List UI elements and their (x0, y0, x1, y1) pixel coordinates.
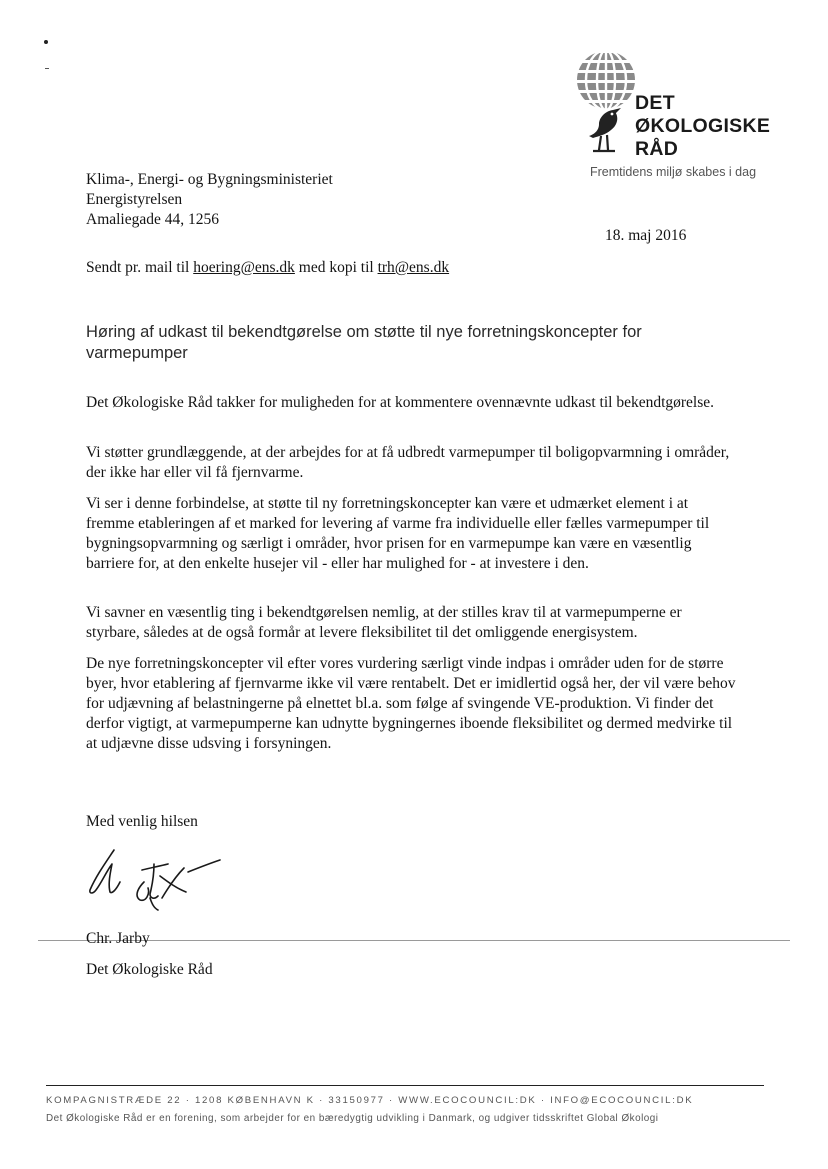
sent-prefix: Sendt pr. mail til (86, 259, 194, 276)
footer-divider (46, 1085, 764, 1086)
handwritten-signature (84, 842, 229, 922)
logo-line-2: ØKOLOGISKE (635, 115, 771, 137)
letter-subject: Høring af udkast til bekendtgørelse om støtte til nye forretningskoncepter for varmepumper (86, 323, 642, 362)
email-link-trh[interactable]: trh@ens.dk (377, 259, 450, 276)
recipient-line-3: Amaliegade 44, 1256 (86, 211, 220, 228)
footer-contact-line: KOMPAGNISTRÆDE 22 · 1208 KØBENHAVN K · 33150977 · WWW.ECOCOUNCIL:DK · INFO@ECOCOUNCIL:DK (46, 1095, 694, 1106)
letter-date: 18. maj 2016 (605, 227, 687, 244)
body-paragraph: De nye forretningskoncepter vil efter vores vurdering særligt vinde indpas i områder uden for de større byer, hvor etablering af fjernvarme ikke vil være rentabelt. Det er imidlertid også her, der vil være behov for udjævning af belastningerne på elnettet bl.a. som følge af svingende VE-produktion. Vi finder det derfor vigtigt, at varmepumperne kan udnytte bygningernes iboende fleksibilitet og dermed medvirke til at udjævne disse udsving i forsyningen. (86, 655, 736, 752)
sent-middle: med kopi til (294, 259, 378, 276)
recipient-address (86, 170, 486, 230)
footer-description-line: Det Økologiske Råd er en forening, som arbejder for en bæredygtig udvikling i Danmark, og udgiver tidsskriftet Global Økologi (46, 1113, 659, 1124)
body-paragraph: Det Økologiske Råd takker for muligheden for at kommentere ovennævnte udkast til bekendtgørelse. (86, 394, 715, 411)
email-link-hoering[interactable]: hoering@ens.dk (193, 259, 295, 276)
scan-mark (44, 40, 48, 44)
recipient-line-2: Energistyrelsen (86, 191, 183, 208)
body-paragraph: Vi støtter grundlæggende, at der arbejdes for at få udbredt varmepumper til boligopvarmning i områder, der ikke har eller vil få fjernvarme. (86, 444, 730, 481)
logo-line-1: DET (635, 92, 675, 114)
logo-tagline: Fremtidens miljø skabes i dag (590, 165, 757, 179)
globe-bird-logo-icon (575, 50, 637, 162)
signer-organization: Det Økologiske Råd (86, 961, 213, 978)
body-paragraph: Vi savner en væsentlig ting i bekendtgørelsen nemlig, at der stilles krav til at varmepumperne er styrbare, således at de også formår at levere fleksibilitet til det omliggende energisystem. (86, 604, 682, 641)
recipient-line-1: Klima-, Energi- og Bygningsministeriet (86, 171, 333, 188)
logo-wordmark (635, 92, 795, 161)
closing-greeting: Med venlig hilsen (86, 813, 198, 830)
body-paragraph: Vi ser i denne forbindelse, at støtte til ny forretningskoncepter kan være et udmærket element i at fremme etableringen af et marked for levering af varme fra individuelle eller fælles varmepumper til bygningsopvarmning og særligt i områder, hvor prisen for en varmepumpe kan være en væsentlig barriere for, at den enkelte husejer vil - eller har mulighed for - at investere i den. (86, 495, 710, 572)
scan-divider-line (38, 940, 790, 941)
sent-line (86, 258, 449, 278)
logo-line-3: RÅD (635, 138, 679, 160)
scan-mark (45, 68, 49, 69)
signer-name: Chr. Jarby (86, 930, 150, 947)
